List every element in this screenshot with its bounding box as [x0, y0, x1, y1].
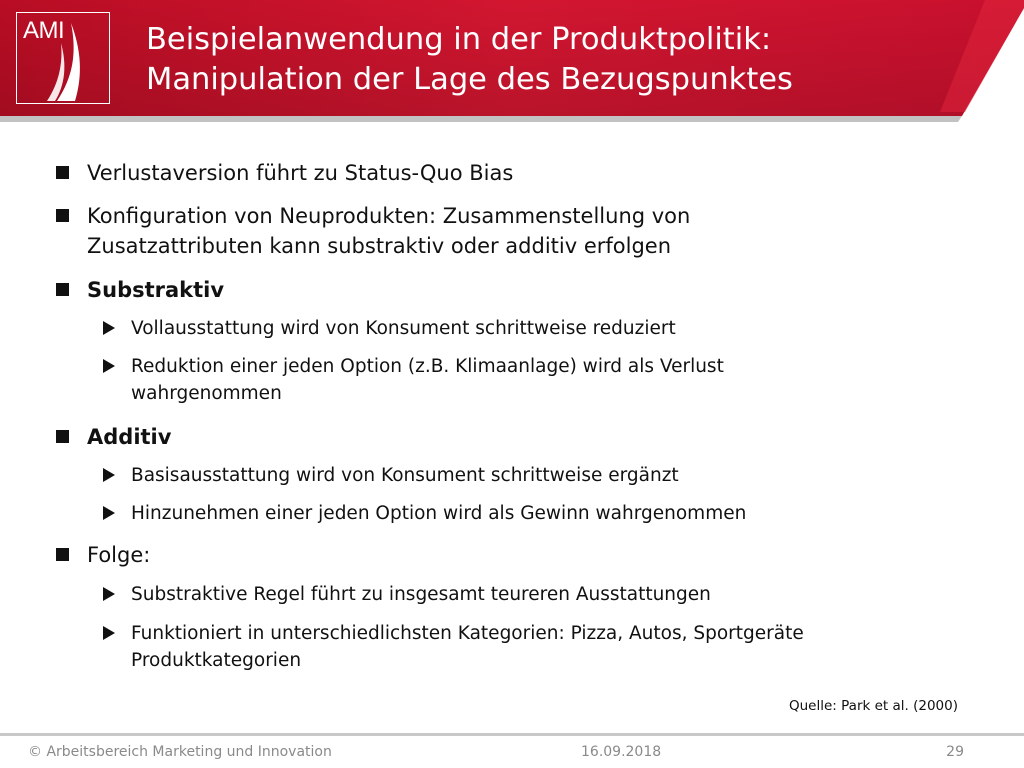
arrow-bullet-icon	[103, 626, 115, 640]
footer-page-number: 29	[946, 744, 964, 760]
footer-date: 16.09.2018	[581, 744, 662, 760]
subbullet-text: Vollausstattung wird von Konsument schrittweise reduziert	[131, 318, 676, 339]
title-line-1: Beispielanwendung in der Produktpolitik:	[146, 22, 772, 57]
arrow-bullet-icon	[103, 359, 115, 373]
arrow-bullet-icon	[103, 506, 115, 520]
bullet-text: Konfiguration von Neuprodukten: Zusammenstellung von	[87, 204, 691, 228]
subbullet-text: wahrgenommen	[131, 383, 282, 404]
logo-text: AMI	[23, 17, 65, 44]
square-bullet-icon	[56, 430, 69, 443]
bullet-text: Substraktiv	[87, 278, 225, 302]
source-citation: Quelle: Park et al. (2000)	[789, 698, 958, 714]
subbullet-text: Substraktive Regel führt zu insgesamt teureren Ausstattungen	[131, 584, 711, 605]
square-bullet-icon	[56, 166, 69, 179]
subbullet-text: Hinzunehmen einer jeden Option wird als Gewinn wahrgenommen	[131, 503, 747, 524]
footer-copyright: © Arbeitsbereich Marketing und Innovation	[28, 744, 332, 760]
arrow-bullet-icon	[103, 587, 115, 601]
arrow-bullet-icon	[103, 468, 115, 482]
square-bullet-icon	[56, 283, 69, 296]
square-bullet-icon	[56, 209, 69, 222]
subbullet-text: Basisausstattung wird von Konsument schrittweise ergänzt	[131, 465, 679, 486]
bullet-text: Folge:	[87, 543, 151, 567]
subbullet-text: Reduktion einer jeden Option (z.B. Klimaanlage) wird als Verlust	[131, 356, 724, 377]
subbullet-text: Produktkategorien	[131, 650, 302, 671]
title-line-2: Manipulation der Lage des Bezugspunktes	[146, 62, 793, 97]
bullet-text: Additiv	[87, 425, 172, 449]
arrow-bullet-icon	[103, 321, 115, 335]
square-bullet-icon	[56, 548, 69, 561]
bullet-text: Zusatzattributen kann substraktiv oder additiv erfolgen	[87, 234, 672, 258]
bullet-text: Verlustaversion führt zu Status-Quo Bias	[87, 161, 514, 185]
subbullet-text: Funktioniert in unterschiedlichsten Kategorien: Pizza, Autos, Sportgeräte	[131, 623, 804, 644]
footer-divider	[0, 733, 1024, 736]
